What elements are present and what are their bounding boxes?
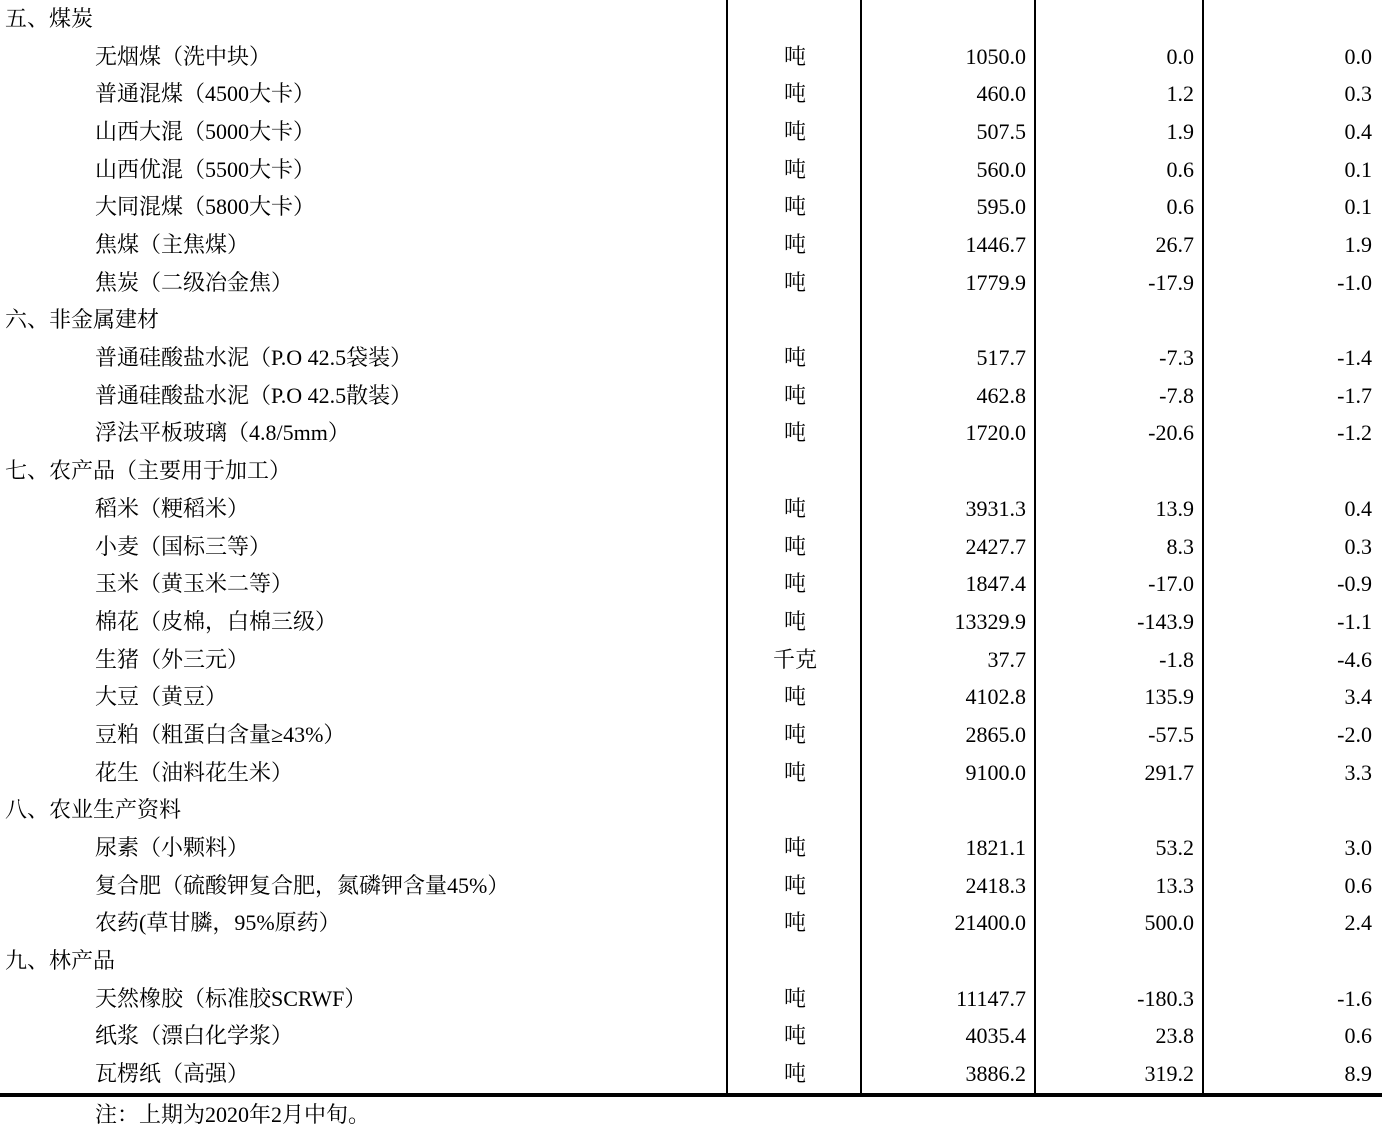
cell-unit: 吨 — [783, 156, 806, 182]
cell-change: 53.2 — [1155, 834, 1194, 860]
table-row — [0, 151, 1382, 189]
cell-change: 1.2 — [1166, 81, 1194, 107]
category-row — [0, 791, 1382, 829]
cell-pct: 0.4 — [1344, 495, 1372, 521]
cell-unit: 吨 — [783, 684, 806, 710]
table-row — [0, 904, 1382, 942]
cell-change: 500.0 — [1144, 910, 1194, 936]
cell-name: 七、农产品（主要用于加工） — [5, 458, 292, 484]
cell-unit: 吨 — [783, 910, 806, 936]
cell-pct: 0.1 — [1344, 156, 1372, 182]
cell-name: 玉米（黄玉米二等） — [95, 571, 294, 597]
cell-pct: 0.4 — [1344, 119, 1372, 145]
cell-pct: -1.1 — [1337, 608, 1372, 634]
table-row — [0, 565, 1382, 603]
cell-name: 豆粕（粗蛋白含量≥43%） — [95, 721, 346, 747]
cell-change: 1.9 — [1166, 119, 1194, 145]
cell-price: 1446.7 — [965, 232, 1026, 258]
cell-pct: 8.9 — [1344, 1061, 1372, 1087]
cell-pct: 3.0 — [1344, 834, 1372, 860]
cell-unit: 吨 — [783, 571, 806, 597]
cell-change: 26.7 — [1155, 232, 1194, 258]
table-row — [0, 1055, 1382, 1093]
cell-pct: 1.9 — [1344, 232, 1372, 258]
cell-change: 13.9 — [1155, 495, 1194, 521]
cell-price: 2418.3 — [965, 872, 1026, 898]
cell-name: 普通硅酸盐水泥（P.O 42.5袋装） — [95, 345, 413, 371]
cell-unit: 吨 — [783, 194, 806, 220]
cell-unit: 吨 — [783, 759, 806, 785]
cell-price: 2865.0 — [965, 721, 1026, 747]
cell-name: 大同混煤（5800大卡） — [95, 194, 316, 220]
cell-name: 尿素（小颗料） — [95, 834, 250, 860]
cell-name: 山西优混（5500大卡） — [95, 156, 316, 182]
table-row — [0, 226, 1382, 264]
cell-change: -143.9 — [1137, 608, 1194, 634]
cell-price: 13329.9 — [954, 608, 1026, 634]
cell-change: -180.3 — [1137, 985, 1194, 1011]
table-row — [0, 75, 1382, 113]
cell-price: 4102.8 — [965, 684, 1026, 710]
cell-pct: -2.0 — [1337, 721, 1372, 747]
cell-name: 稻米（粳稻米） — [95, 495, 250, 521]
cell-change: -57.5 — [1148, 721, 1194, 747]
cell-name: 生猪（外三元） — [95, 646, 250, 672]
cell-pct: 0.3 — [1344, 533, 1372, 559]
cell-change: -1.8 — [1159, 646, 1194, 672]
table-row — [0, 716, 1382, 754]
cell-change: -20.6 — [1148, 420, 1194, 446]
cell-change: -7.8 — [1159, 382, 1194, 408]
cell-name: 小麦（国标三等） — [95, 533, 272, 559]
table-row — [0, 867, 1382, 905]
cell-unit: 吨 — [783, 43, 806, 69]
cell-pct: 0.0 — [1344, 43, 1372, 69]
cell-price: 1720.0 — [965, 420, 1026, 446]
cell-unit: 吨 — [783, 269, 806, 295]
cell-pct: -1.2 — [1337, 420, 1372, 446]
cell-price: 2427.7 — [965, 533, 1026, 559]
table-row — [0, 678, 1382, 716]
cell-price: 1050.0 — [965, 43, 1026, 69]
cell-pct: 2.4 — [1344, 910, 1372, 936]
cell-unit: 吨 — [783, 985, 806, 1011]
cell-name: 普通硅酸盐水泥（P.O 42.5散装） — [95, 382, 413, 408]
cell-pct: 0.6 — [1344, 872, 1372, 898]
table-row — [0, 490, 1382, 528]
cell-pct: -1.4 — [1337, 345, 1372, 371]
table-row — [0, 188, 1382, 226]
cell-pct: -0.9 — [1337, 571, 1372, 597]
table-row — [0, 1017, 1382, 1055]
cell-name: 焦炭（二级冶金焦） — [95, 269, 294, 295]
cell-pct: -1.0 — [1337, 269, 1372, 295]
cell-price: 462.8 — [976, 382, 1026, 408]
cell-price: 21400.0 — [954, 910, 1026, 936]
cell-price: 9100.0 — [965, 759, 1026, 785]
cell-name: 复合肥（硫酸钾复合肥，氮磷钾含量45%） — [95, 872, 510, 898]
cell-change: 23.8 — [1155, 1023, 1194, 1049]
cell-change: 135.9 — [1144, 684, 1194, 710]
cell-change: -17.9 — [1148, 269, 1194, 295]
cell-unit: 千克 — [772, 646, 817, 672]
table-row — [0, 980, 1382, 1018]
cell-unit: 吨 — [783, 721, 806, 747]
cell-price: 4035.4 — [965, 1023, 1026, 1049]
cell-unit: 吨 — [783, 533, 806, 559]
cell-name: 六、非金属建材 — [5, 307, 160, 333]
cell-name: 无烟煤（洗中块） — [95, 43, 272, 69]
cell-price: 37.7 — [987, 646, 1026, 672]
cell-change: 8.3 — [1166, 533, 1194, 559]
table-row — [0, 603, 1382, 641]
table-row — [0, 339, 1382, 377]
cell-name: 花生（油料花生米） — [95, 759, 294, 785]
cell-price: 507.5 — [976, 119, 1026, 145]
cell-pct: -1.6 — [1337, 985, 1372, 1011]
cell-change: 0.6 — [1166, 194, 1194, 220]
cell-price: 3886.2 — [965, 1061, 1026, 1087]
cell-name: 大豆（黄豆） — [95, 684, 228, 710]
cell-name: 普通混煤（4500大卡） — [95, 81, 316, 107]
cell-pct: 0.3 — [1344, 81, 1372, 107]
cell-pct: -4.6 — [1337, 646, 1372, 672]
cell-change: 0.0 — [1166, 43, 1194, 69]
cell-name: 山西大混（5000大卡） — [95, 119, 316, 145]
cell-price: 1779.9 — [965, 269, 1026, 295]
table-row — [0, 113, 1382, 151]
cell-price: 11147.7 — [956, 985, 1026, 1011]
cell-unit: 吨 — [783, 119, 806, 145]
cell-change: 0.6 — [1166, 156, 1194, 182]
cell-pct: 0.6 — [1344, 1023, 1372, 1049]
cell-unit: 吨 — [783, 1023, 806, 1049]
cell-unit: 吨 — [783, 872, 806, 898]
cell-pct: 0.1 — [1344, 194, 1372, 220]
cell-unit: 吨 — [783, 81, 806, 107]
category-row — [0, 301, 1382, 339]
cell-change: -17.0 — [1148, 571, 1194, 597]
cell-name: 瓦楞纸（高强） — [95, 1061, 250, 1087]
table-row — [0, 641, 1382, 679]
table-row — [0, 377, 1382, 415]
cell-change: 291.7 — [1144, 759, 1194, 785]
cell-name: 八、农业生产资料 — [5, 797, 182, 823]
cell-change: -7.3 — [1159, 345, 1194, 371]
table-bottom-rule — [0, 1093, 1382, 1097]
cell-price: 3931.3 — [965, 495, 1026, 521]
cell-name: 农药(草甘膦，95%原药） — [95, 910, 341, 936]
cell-unit: 吨 — [783, 608, 806, 634]
cell-name: 天然橡胶（标准胶SCRWF） — [95, 985, 367, 1011]
cell-name: 五、煤炭 — [5, 6, 94, 31]
cell-unit: 吨 — [783, 495, 806, 521]
cell-pct: 3.4 — [1344, 684, 1372, 710]
cell-price: 517.7 — [976, 345, 1026, 371]
cell-change: 13.3 — [1155, 872, 1194, 898]
cell-name: 浮法平板玻璃（4.8/5mm） — [95, 420, 350, 446]
cell-unit: 吨 — [783, 420, 806, 446]
table-row — [0, 264, 1382, 302]
cell-price: 460.0 — [976, 81, 1026, 107]
cell-name: 焦煤（主焦煤） — [95, 232, 250, 258]
table-row — [0, 414, 1382, 452]
category-row — [0, 452, 1382, 490]
cell-name: 纸浆（漂白化学浆） — [95, 1023, 294, 1049]
cell-unit: 吨 — [783, 834, 806, 860]
cell-price: 1847.4 — [965, 571, 1026, 597]
table-row — [0, 528, 1382, 566]
cell-unit: 吨 — [783, 1061, 806, 1087]
cell-pct: 3.3 — [1344, 759, 1372, 785]
table-row — [0, 829, 1382, 867]
cell-price: 595.0 — [976, 194, 1026, 220]
cell-unit: 吨 — [783, 382, 806, 408]
cell-name: 棉花（皮棉，白棉三级） — [95, 608, 338, 634]
category-row — [0, 942, 1382, 980]
cell-unit: 吨 — [783, 345, 806, 371]
table-note: 注：上期为2020年2月中旬。 — [95, 1102, 371, 1127]
cell-name: 九、林产品 — [5, 948, 116, 973]
cell-change: 319.2 — [1144, 1061, 1194, 1087]
table-row — [0, 754, 1382, 792]
category-row — [0, 0, 1382, 38]
cell-price: 1821.1 — [965, 834, 1026, 860]
cell-price: 560.0 — [976, 156, 1026, 182]
table-row — [0, 38, 1382, 76]
cell-pct: -1.7 — [1337, 382, 1372, 408]
cell-unit: 吨 — [783, 232, 806, 258]
